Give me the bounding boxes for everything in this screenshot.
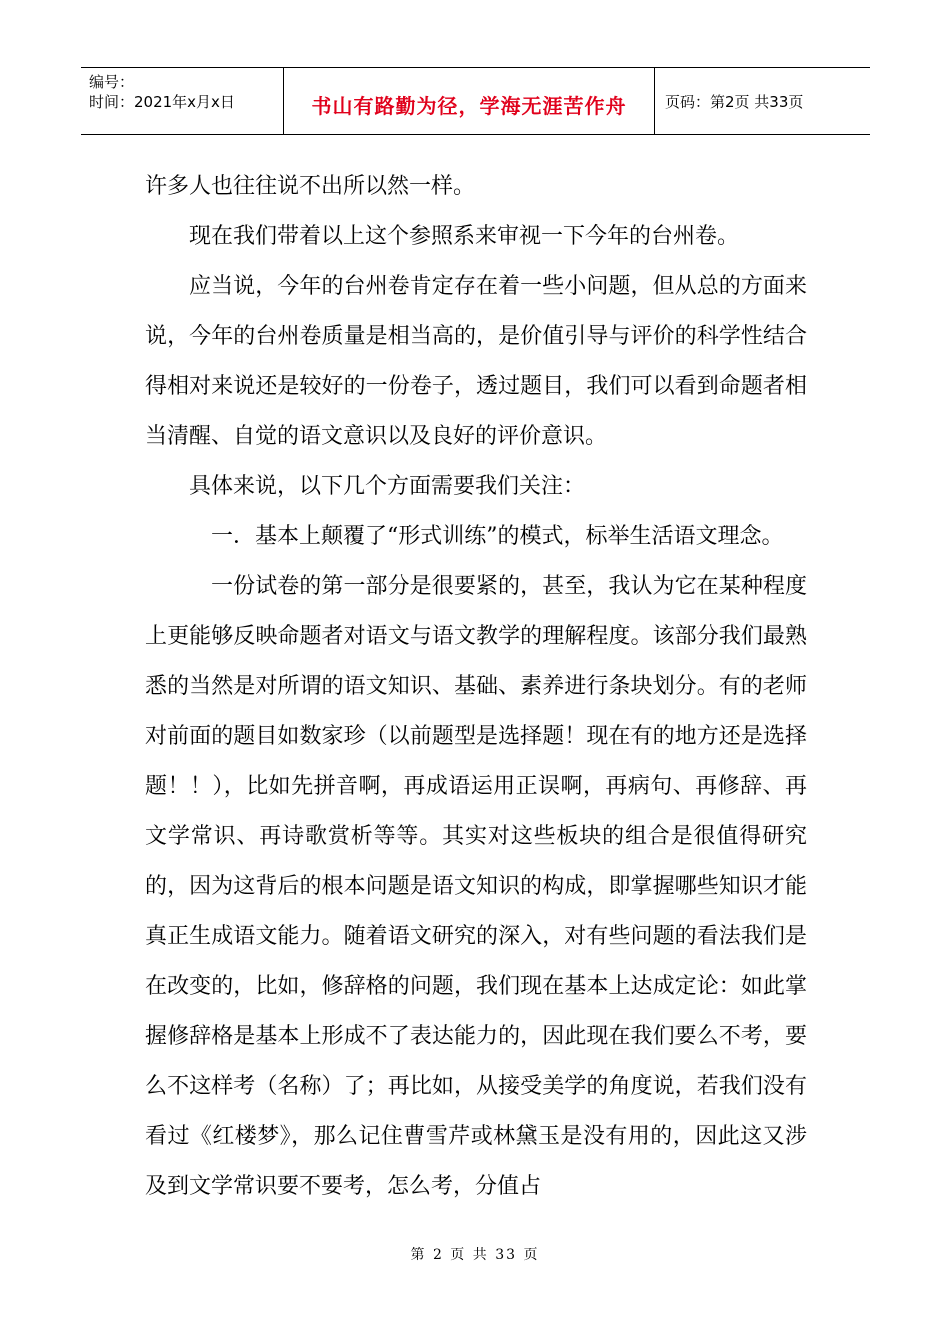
header-meta: [81, 68, 284, 134]
header-page-info: 页码：第2页 共33页: [665, 92, 804, 111]
paragraph-continuation: 许多人也往往说不出所以然一样。: [145, 174, 476, 199]
section-heading: 一．基本上颠覆了“形式训练”的模式，标举生活语文理念。: [211, 524, 784, 549]
time-label: 时间：2021年x月x日: [89, 93, 235, 111]
paragraph: 具体来说，以下几个方面需要我们关注：: [189, 474, 586, 499]
paragraph: 一份试卷的第一部分是很要紧的，甚至，我认为它在某种程度上更能够反映命题者对语文与语文教学的理解程度。该部分我们最熟悉的当然是对所谓的语文知识、基础、素养进行条块划分。有的老师对前面的题目如数家珍（以前题型是选择题！现在有的地方还是选择题！！），比如先拼音啊，再成语运用正误啊，再病句、再修辞、再文学常识、再诗歌赏析等等。其实对这些板块的组合是很值得研究的，因为这背后的根本问题是语文知识的构成，即掌握哪些知识才能真正生成语文能力。随着语文研究的深入，对有些问题的看法我们是在改变的，比如，修辞格的问题，我们现在基本上达成定论：如此掌握修辞格是基本上形成不了表达能力的，因此现在我们要么不考，要么不这样考（名称）了；再比如，从接受美学的角度说，若我们没有看过《红楼梦》，那么记住曹雪芹或林黛玉是没有用的，因此这又涉及到文学常识要不要考，怎么考，分值占: [145, 574, 807, 1199]
paragraph: 应当说，今年的台州卷肯定存在着一些小问题，但从总的方面来说，今年的台州卷质量是相当高的，是价值引导与评价的科学性结合得相对来说还是较好的一份卷子，透过题目，我们可以看到命题者相当清醒、自觉的语文意识以及良好的评价意识。: [145, 274, 807, 449]
page-header: [81, 67, 870, 135]
document-body: [145, 162, 807, 1212]
page-footer: 第 2 页 共 33 页: [410, 1247, 540, 1263]
paragraph: 现在我们带着以上这个参照系来审视一下今年的台州卷。: [189, 224, 740, 249]
header-motto: 书山有路勤为径，学海无涯苦作舟: [284, 68, 655, 134]
number-label: 编号：: [89, 73, 135, 91]
